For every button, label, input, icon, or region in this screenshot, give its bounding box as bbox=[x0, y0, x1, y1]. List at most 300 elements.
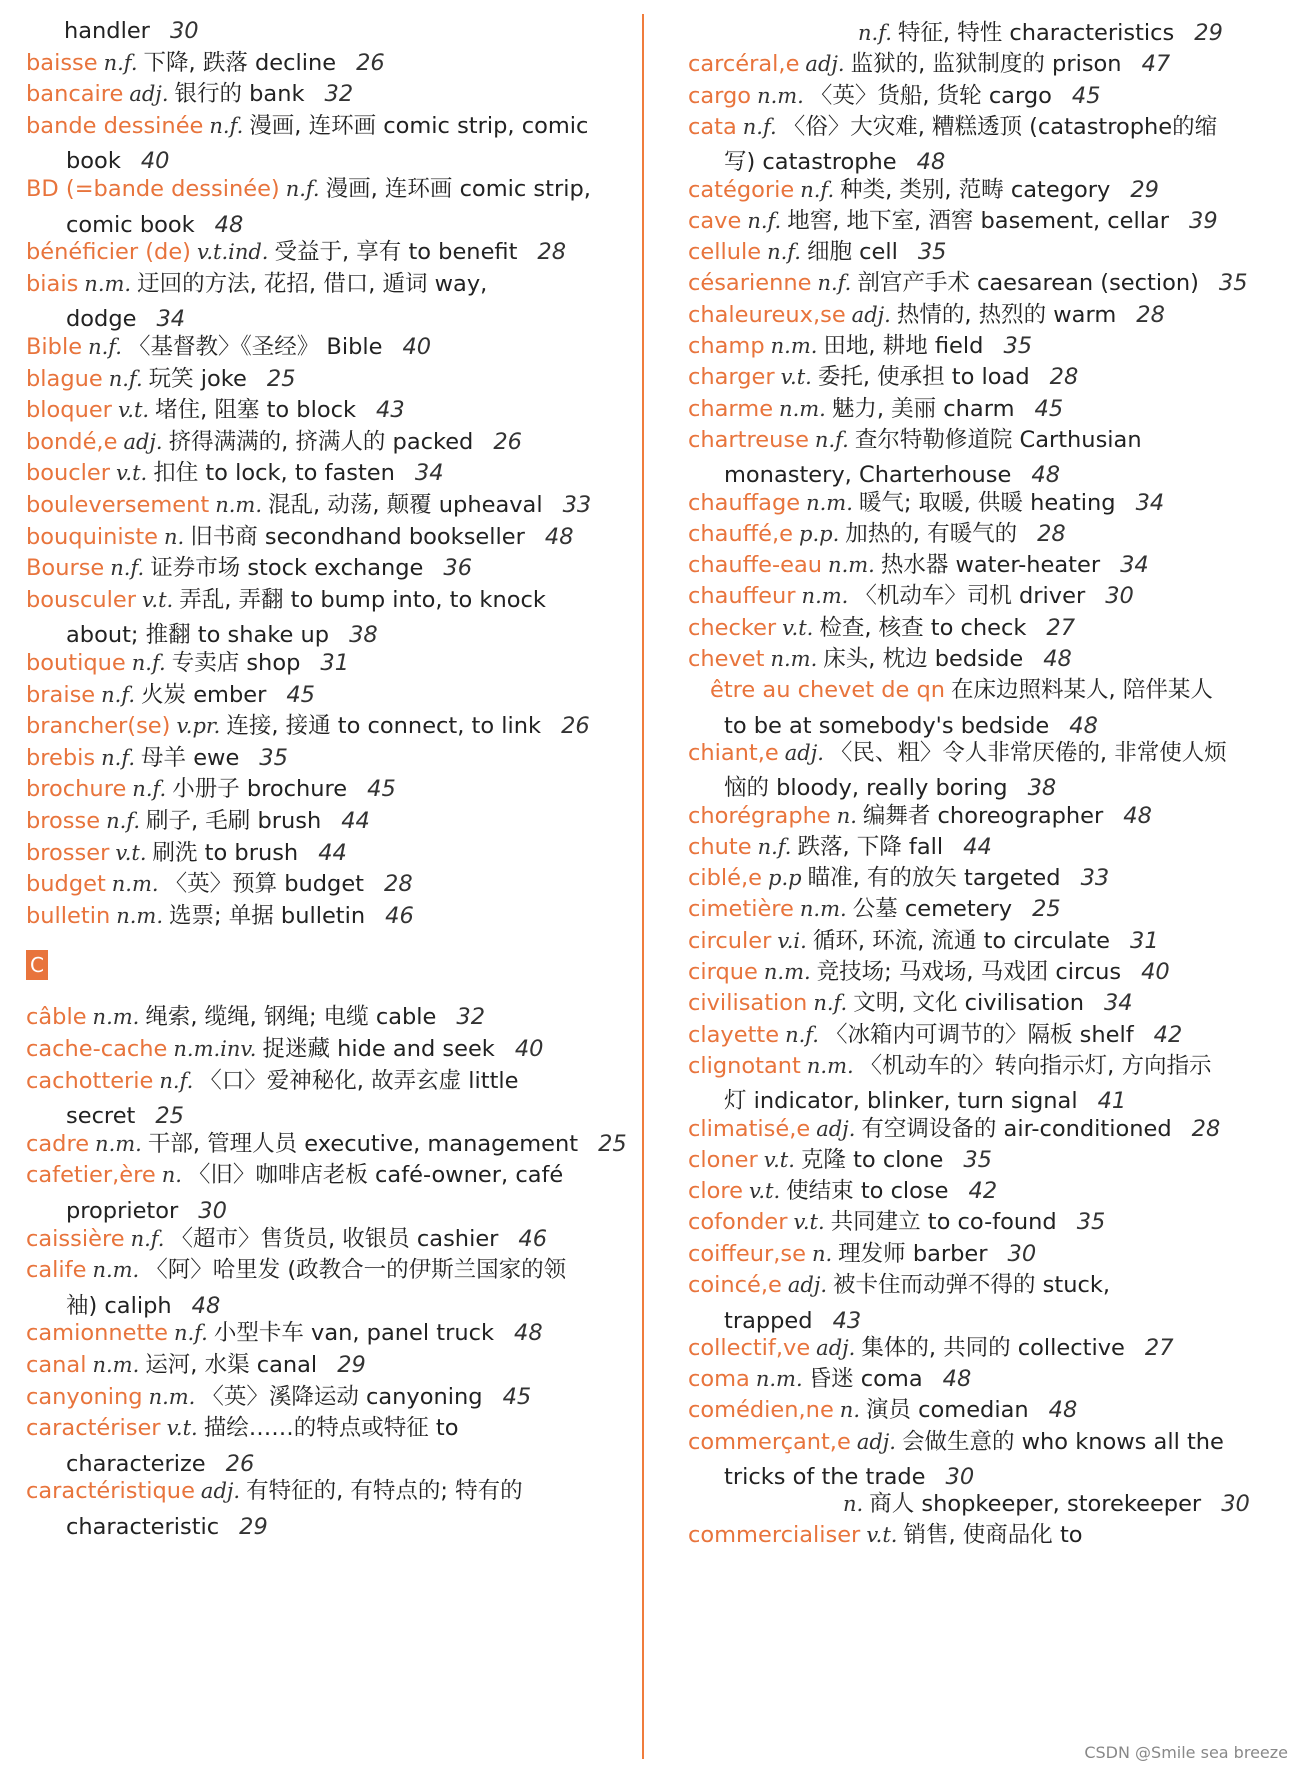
part-of-speech: n.m. bbox=[799, 897, 847, 922]
part-of-speech: n.f. bbox=[209, 113, 244, 138]
page-number: 26 bbox=[356, 49, 385, 76]
entry-definition: 混乱, 动荡, 颠覆 upheaval bbox=[268, 492, 543, 518]
dictionary-entry bbox=[688, 360, 1268, 396]
part-of-speech: n. bbox=[839, 1398, 860, 1423]
entry-definition-continued: tricks of the trade bbox=[724, 1464, 926, 1491]
part-of-speech: n.f. bbox=[130, 1226, 165, 1251]
part-of-speech: adj. bbox=[816, 1116, 856, 1141]
entry-definition: handler bbox=[64, 18, 150, 44]
dictionary-entry bbox=[688, 736, 1268, 807]
entry-definition: 被卡住而动弹不得的 stuck, bbox=[833, 1272, 1111, 1298]
dictionary-entry bbox=[688, 110, 1268, 181]
page-number: 26 bbox=[225, 1450, 255, 1477]
entry-headword: chute bbox=[688, 833, 752, 860]
page-number: 48 bbox=[916, 149, 946, 176]
part-of-speech: n.m. bbox=[763, 960, 811, 984]
part-of-speech: n.f. bbox=[767, 240, 801, 265]
entry-definition: 理发师 barber bbox=[838, 1240, 988, 1267]
entry-headword: coiffeur,se bbox=[688, 1240, 806, 1267]
entry-definition: 挤得满满的, 挤满人的 packed bbox=[168, 428, 474, 455]
page-number: 34 bbox=[1103, 990, 1133, 1017]
entry-definition: 演员 comedian bbox=[866, 1397, 1029, 1424]
dictionary-entry bbox=[688, 235, 1268, 271]
dictionary-entry bbox=[688, 1143, 1268, 1179]
page-number: 30 bbox=[198, 1197, 227, 1224]
dictionary-entry bbox=[688, 1487, 1268, 1523]
entry-definition: 〈俗〉大灾难, 糟糕透顶 (catastrophe的缩 bbox=[782, 113, 1218, 140]
page-number: 45 bbox=[502, 1383, 532, 1410]
dictionary-entry bbox=[688, 392, 1268, 428]
entry-headword: collectif,ve bbox=[688, 1334, 811, 1361]
entry-definition: 〈旧〉咖啡店老板 café-owner, café bbox=[187, 1162, 564, 1189]
dictionary-entry bbox=[688, 830, 1268, 866]
entry-headword: charger bbox=[688, 364, 775, 391]
part-of-speech: n.f. bbox=[747, 208, 782, 233]
entry-definition: 公墓 cemetery bbox=[852, 896, 1013, 923]
entry-definition: 剖宫产手术 caesarean (section) bbox=[857, 270, 1199, 297]
dictionary-entry bbox=[26, 899, 646, 935]
entry-headword: cargo bbox=[688, 82, 752, 109]
entry-headword: coma bbox=[688, 1365, 750, 1392]
page-number: 34 bbox=[1135, 489, 1165, 516]
dictionary-entry bbox=[688, 1362, 1268, 1398]
page-number: 29 bbox=[337, 1352, 366, 1378]
part-of-speech: n.f. bbox=[742, 114, 777, 139]
entry-definition: 专卖店 shop bbox=[171, 650, 301, 676]
part-of-speech: n.f. bbox=[132, 777, 167, 802]
page-number: 39 bbox=[1189, 207, 1218, 234]
page-number: 27 bbox=[1144, 1334, 1174, 1361]
dictionary-entry bbox=[688, 955, 1268, 991]
entry-headword: checker bbox=[688, 614, 777, 641]
page-number: 28 bbox=[1191, 1115, 1221, 1142]
dictionary-entry bbox=[688, 1331, 1268, 1367]
part-of-speech: n.m. bbox=[111, 872, 159, 897]
entry-definition-continued: about; 推翻 to shake up bbox=[66, 622, 330, 649]
entry-headword: coincé,e bbox=[688, 1272, 782, 1298]
part-of-speech: adj. bbox=[787, 1273, 828, 1297]
dictionary-entry bbox=[26, 46, 646, 82]
part-of-speech: n.m. bbox=[806, 490, 853, 515]
dictionary-entry bbox=[688, 642, 1268, 678]
entry-definition: 共同建立 to co-found bbox=[830, 1209, 1057, 1236]
entry-headword: cimetière bbox=[688, 896, 794, 923]
page-number: 30 bbox=[1007, 1240, 1037, 1267]
column-divider bbox=[642, 14, 644, 1759]
page-number: 42 bbox=[1153, 1021, 1183, 1048]
entry-definition: 下降, 跌落 decline bbox=[143, 49, 337, 76]
entry-headword: clore bbox=[688, 1178, 743, 1205]
entry-definition: 干部, 管理人员 executive, management bbox=[147, 1130, 579, 1157]
entry-headword: chauffe-eau bbox=[688, 552, 823, 579]
entry-definition-continued: comic book bbox=[66, 211, 195, 238]
dictionary-entry bbox=[26, 330, 646, 366]
dictionary-entry bbox=[26, 393, 646, 429]
part-of-speech: n.f. bbox=[101, 745, 136, 770]
page-number: 43 bbox=[376, 397, 405, 424]
entry-definition: 〈口〉爱神秘化, 故弄玄虚 little bbox=[199, 1067, 519, 1094]
entry-headword: carcéral,e bbox=[688, 51, 800, 78]
entry-definition: 〈英〉货船, 货轮 cargo bbox=[809, 82, 1052, 109]
entry-definition: 〈基督教〉《圣经》 Bible bbox=[127, 334, 383, 360]
entry-headword: brebis bbox=[26, 744, 96, 771]
entry-definition-continued: to be at somebody's bedside bbox=[724, 712, 1050, 739]
page-number: 28 bbox=[537, 239, 567, 266]
page-number: 30 bbox=[1105, 583, 1134, 610]
part-of-speech: adj. bbox=[129, 82, 169, 107]
page-number: 35 bbox=[963, 1146, 992, 1173]
part-of-speech: n.m. bbox=[801, 584, 849, 609]
page-number: 46 bbox=[518, 1225, 548, 1252]
entry-definition: 绳索, 缆绳, 钢绳; 电缆 cable bbox=[145, 1004, 437, 1031]
page-number: 25 bbox=[266, 365, 296, 392]
dictionary-entry bbox=[26, 488, 646, 524]
entry-headword: bande dessinée bbox=[26, 112, 204, 139]
entry-definition: 地窖, 地下室, 酒窖 basement, cellar bbox=[787, 207, 1170, 234]
entry-definition-continued: monastery, Charterhouse bbox=[724, 462, 1012, 489]
page-number: 40 bbox=[140, 148, 170, 175]
entry-definition: 〈英〉溪降运动 canyoning bbox=[201, 1383, 483, 1410]
part-of-speech: n.f. bbox=[110, 556, 145, 581]
entry-definition: 旧书商 secondhand bookseller bbox=[190, 523, 525, 550]
part-of-speech: n.m. bbox=[116, 903, 164, 928]
page-number: 43 bbox=[832, 1307, 862, 1334]
part-of-speech: n.f. bbox=[131, 651, 166, 675]
entry-headword: brosser bbox=[26, 839, 110, 866]
entry-headword: cofonder bbox=[688, 1209, 788, 1236]
dictionary-entry bbox=[26, 1411, 646, 1482]
entry-headword: camionnette bbox=[26, 1320, 168, 1347]
entry-headword: caissière bbox=[26, 1225, 125, 1252]
page-number: 25 bbox=[155, 1103, 184, 1130]
page-number: 29 bbox=[1130, 176, 1159, 203]
part-of-speech: n.m. bbox=[92, 1353, 140, 1377]
dictionary-entry bbox=[26, 1032, 646, 1068]
page-number: 31 bbox=[1130, 927, 1159, 954]
page-number: 48 bbox=[214, 211, 244, 238]
page-number: 25 bbox=[598, 1130, 627, 1157]
page-number: 38 bbox=[349, 622, 378, 649]
entry-definition: 查尔特勒修道院 Carthusian bbox=[854, 426, 1142, 453]
page-number: 28 bbox=[1049, 364, 1079, 391]
page-number: 34 bbox=[414, 460, 444, 487]
page-number: 33 bbox=[1080, 865, 1110, 892]
page-number: 45 bbox=[286, 681, 315, 708]
page-number: 42 bbox=[968, 1178, 998, 1205]
dictionary-entry bbox=[26, 646, 646, 682]
page-number: 48 bbox=[1069, 712, 1098, 739]
page-number: 41 bbox=[1097, 1088, 1127, 1115]
part-of-speech: p.p. bbox=[799, 521, 840, 546]
dictionary-entry bbox=[26, 1064, 646, 1135]
part-of-speech: adj. bbox=[851, 302, 891, 327]
dictionary-entry bbox=[26, 1316, 646, 1352]
part-of-speech: v.t. bbox=[782, 615, 814, 640]
part-of-speech: v.t. bbox=[115, 840, 147, 865]
dictionary-entry bbox=[26, 678, 646, 714]
entry-headword: chauffé,e bbox=[688, 520, 794, 547]
page-number: 45 bbox=[1071, 82, 1101, 109]
entry-definition-continued: proprietor bbox=[66, 1197, 179, 1224]
dictionary-entry bbox=[688, 1049, 1268, 1120]
part-of-speech: n.m.inv. bbox=[173, 1037, 257, 1061]
page-number: 31 bbox=[320, 650, 350, 676]
page-number: 40 bbox=[514, 1036, 544, 1062]
entry-headword: bénéficier (de) bbox=[26, 239, 191, 266]
entry-headword: braise bbox=[26, 681, 96, 708]
part-of-speech: n.m. bbox=[92, 1258, 140, 1283]
entry-definition: 暖气; 取暖, 供暖 heating bbox=[858, 489, 1116, 516]
page-number: 40 bbox=[402, 334, 432, 360]
entry-headword: commercialiser bbox=[688, 1522, 861, 1549]
dictionary-entry bbox=[688, 266, 1268, 302]
part-of-speech: v.t. bbox=[763, 1147, 795, 1172]
entry-definition: 捉迷藏 hide and seek bbox=[262, 1036, 495, 1062]
page-number: 44 bbox=[963, 833, 992, 860]
dictionary-entry bbox=[26, 741, 646, 777]
entry-definition: 竞技场; 马戏场, 马戏团 circus bbox=[816, 959, 1122, 985]
entry-definition: 会做生意的 who knows all the bbox=[901, 1428, 1224, 1455]
page-number: 26 bbox=[561, 713, 590, 740]
page-number: 40 bbox=[1141, 959, 1170, 985]
dictionary-entry bbox=[688, 1393, 1268, 1429]
part-of-speech: n.f. bbox=[858, 21, 892, 45]
dictionary-entry bbox=[26, 551, 646, 587]
entry-definition: 商人 shopkeeper, storekeeper bbox=[869, 1491, 1202, 1518]
entry-headword: cache-cache bbox=[26, 1036, 168, 1062]
dictionary-entry bbox=[688, 548, 1268, 584]
page-number: 34 bbox=[156, 306, 186, 333]
entry-definition: 小册子 brochure bbox=[172, 776, 348, 803]
entry-definition: 火炭 ember bbox=[141, 681, 267, 708]
part-of-speech: n.f. bbox=[813, 991, 848, 1016]
dictionary-entry bbox=[26, 836, 646, 872]
part-of-speech: n. bbox=[811, 1241, 833, 1266]
part-of-speech: v.t. bbox=[866, 1523, 898, 1548]
part-of-speech: n.f. bbox=[285, 177, 320, 201]
entry-definition: 检查, 核查 to check bbox=[819, 614, 1027, 641]
entry-headword: cata bbox=[688, 113, 737, 140]
entry-headword: brochure bbox=[26, 776, 127, 803]
part-of-speech: n.m. bbox=[92, 1005, 140, 1030]
part-of-speech: n.f. bbox=[817, 271, 852, 296]
entry-definition: 〈机动车〉司机 driver bbox=[854, 583, 1086, 610]
entry-definition: 委托, 使承担 to load bbox=[817, 364, 1030, 391]
entry-headword: brosse bbox=[26, 808, 101, 834]
entry-headword: calife bbox=[26, 1257, 87, 1284]
entry-definition-continued: 袖) caliph bbox=[66, 1292, 172, 1319]
page-number: 30 bbox=[169, 18, 199, 44]
dictionary-entry bbox=[688, 1174, 1268, 1210]
entry-headword: Bourse bbox=[26, 555, 105, 582]
dictionary-entry bbox=[688, 861, 1268, 897]
part-of-speech: n.f. bbox=[800, 177, 835, 202]
entry-headword: climatisé,e bbox=[688, 1115, 811, 1142]
entry-headword: ciblé,e bbox=[688, 865, 762, 892]
entry-headword: circuler bbox=[688, 927, 772, 954]
entry-headword: chartreuse bbox=[688, 426, 809, 453]
part-of-speech: n.f. bbox=[108, 366, 143, 391]
part-of-speech: n.f. bbox=[106, 809, 140, 833]
entry-definition: 母羊 ewe bbox=[141, 744, 240, 771]
dictionary-entry bbox=[26, 867, 646, 903]
entry-definition: 床头, 枕边 bedside bbox=[823, 646, 1024, 672]
page-number: 35 bbox=[259, 744, 288, 771]
entry-headword: cloner bbox=[688, 1146, 758, 1173]
entry-definition: 销售, 使商品化 to bbox=[903, 1522, 1083, 1549]
dictionary-entry bbox=[688, 47, 1268, 83]
page-number: 28 bbox=[384, 871, 413, 898]
entry-definition: 在床边照料某人, 陪伴某人 bbox=[951, 677, 1213, 704]
entry-headword: chevet bbox=[688, 646, 765, 672]
page-number: 30 bbox=[945, 1464, 975, 1491]
entry-definition: 堵住, 阻塞 to block bbox=[155, 397, 357, 424]
page-number: 45 bbox=[1034, 395, 1064, 422]
entry-headword: civilisation bbox=[688, 990, 808, 1017]
entry-headword: caractéristique bbox=[26, 1478, 195, 1505]
page-number: 25 bbox=[1032, 896, 1061, 923]
part-of-speech: adj. bbox=[784, 740, 824, 765]
entry-headword: clayette bbox=[688, 1021, 780, 1048]
part-of-speech: n.f. bbox=[88, 335, 122, 359]
entry-definition: 〈超市〉售货员, 收银员 cashier bbox=[170, 1225, 499, 1252]
entry-definition: 刷洗 to brush bbox=[152, 839, 299, 866]
entry-headword: BD (=bande dessinée) bbox=[26, 176, 280, 202]
entry-definition: 魅力, 美丽 charm bbox=[831, 395, 1015, 422]
entry-definition: 描绘……的特点或特征 to bbox=[203, 1415, 459, 1442]
part-of-speech: n.m. bbox=[806, 1053, 854, 1078]
part-of-speech: n.f. bbox=[103, 50, 138, 75]
entry-definition: 银行的 bank bbox=[174, 81, 305, 108]
entry-definition: 连接, 接通 to connect, to link bbox=[226, 713, 542, 740]
entry-headword: boucler bbox=[26, 460, 111, 487]
entry-definition-continued: 灯 indicator, blinker, turn signal bbox=[724, 1088, 1078, 1115]
entry-definition: 迂回的方法, 花招, 借口, 遁词 way, bbox=[137, 270, 488, 297]
entry-headword: cellule bbox=[688, 239, 762, 266]
entry-headword: boutique bbox=[26, 650, 126, 676]
part-of-speech: p.p bbox=[768, 866, 802, 891]
page-number: 35 bbox=[917, 239, 947, 266]
entry-headword: caractériser bbox=[26, 1415, 161, 1442]
entry-headword: bloquer bbox=[26, 397, 112, 424]
entry-definition: 运河, 水渠 canal bbox=[145, 1352, 318, 1378]
entry-definition: 瞄准, 有的放矢 targeted bbox=[807, 865, 1061, 892]
entry-definition: 证券市场 stock exchange bbox=[150, 555, 424, 582]
entry-definition: 监狱的, 监狱制度的 prison bbox=[850, 51, 1122, 78]
dictionary-entry bbox=[26, 425, 646, 461]
page-number: 48 bbox=[191, 1292, 221, 1319]
dictionary-entry bbox=[26, 804, 646, 840]
part-of-speech: n.m. bbox=[770, 647, 818, 671]
part-of-speech: adj. bbox=[123, 429, 163, 454]
part-of-speech: n.f. bbox=[173, 1321, 208, 1346]
entry-headword: charme bbox=[688, 395, 774, 422]
part-of-speech: n.m. bbox=[779, 396, 826, 421]
page-number: 33 bbox=[562, 492, 592, 518]
entry-definition: 热水器 water-heater bbox=[880, 552, 1101, 579]
page-number: 28 bbox=[1136, 301, 1165, 328]
entry-headword: chauffeur bbox=[688, 583, 796, 610]
dictionary-entry bbox=[688, 1112, 1268, 1148]
dictionary-entry bbox=[26, 14, 646, 50]
dictionary-entry bbox=[688, 799, 1268, 835]
entry-headword: budget bbox=[26, 871, 106, 898]
dictionary-entry bbox=[26, 709, 646, 745]
entry-headword: cirque bbox=[688, 959, 758, 985]
dictionary-entry bbox=[26, 267, 646, 338]
dictionary-entry bbox=[26, 1253, 646, 1324]
part-of-speech: adj. bbox=[805, 52, 845, 77]
part-of-speech: n.f. bbox=[757, 834, 792, 859]
entry-definition: 编舞者 choreographer bbox=[862, 802, 1104, 829]
entry-definition: 循环, 环流, 流通 to circulate bbox=[812, 927, 1111, 954]
dictionary-entry bbox=[688, 579, 1268, 615]
dictionary-entry bbox=[26, 520, 646, 556]
dictionary-entry bbox=[26, 235, 646, 271]
page-number: 27 bbox=[1046, 614, 1076, 641]
dictionary-entry bbox=[688, 329, 1268, 365]
page-number: 36 bbox=[443, 555, 473, 582]
part-of-speech: adj. bbox=[816, 1335, 856, 1360]
part-of-speech: v.t. bbox=[780, 365, 812, 390]
part-of-speech: n. bbox=[164, 524, 185, 549]
entry-definition: 受益于, 享有 to benefit bbox=[274, 239, 518, 266]
entry-definition: 小型卡车 van, panel truck bbox=[213, 1320, 494, 1347]
entry-definition: 〈冰箱内可调节的〉隔板 shelf bbox=[824, 1021, 1134, 1048]
part-of-speech: n.m. bbox=[755, 1366, 803, 1391]
dictionary-entry bbox=[688, 16, 1268, 52]
entry-headword: cave bbox=[688, 207, 742, 234]
page-number: 48 bbox=[1031, 462, 1061, 489]
entry-definition: 种类, 类别, 范畴 category bbox=[840, 176, 1111, 203]
entry-headword: bouleversement bbox=[26, 492, 210, 518]
entry-headword: chauffage bbox=[688, 489, 801, 516]
dictionary-entry bbox=[26, 1222, 646, 1258]
entry-definition-continued: characterize bbox=[66, 1450, 206, 1477]
part-of-speech: n.m. bbox=[215, 493, 263, 517]
page-number: 35 bbox=[1003, 333, 1033, 359]
part-of-speech: n.m. bbox=[95, 1131, 142, 1156]
entry-headword: bulletin bbox=[26, 902, 111, 929]
dictionary-entry bbox=[688, 1237, 1268, 1273]
entry-definition-continued: 写) catastrophe bbox=[724, 149, 897, 176]
dictionary-entry bbox=[688, 1205, 1268, 1241]
part-of-speech: v.t. bbox=[117, 398, 150, 423]
entry-definition: 弄乱, 弄翻 to bump into, to knock bbox=[179, 586, 546, 613]
part-of-speech: v.i. bbox=[777, 928, 807, 953]
dictionary-entry bbox=[26, 362, 646, 398]
page-number: 48 bbox=[942, 1365, 972, 1392]
dictionary-entry bbox=[688, 517, 1268, 553]
entry-headword: clignotant bbox=[688, 1052, 801, 1079]
page-number: 48 bbox=[1123, 802, 1152, 829]
entry-definition: 细胞 cell bbox=[806, 239, 898, 266]
dictionary-entry bbox=[688, 1268, 1268, 1339]
page-number: 34 bbox=[1120, 552, 1149, 579]
page-number: 26 bbox=[493, 428, 522, 455]
dictionary-entry bbox=[26, 456, 646, 492]
entry-headword: chiant,e bbox=[688, 739, 779, 766]
entry-definition: 漫画, 连环画 comic strip, comic bbox=[249, 112, 589, 139]
dictionary-entry bbox=[688, 204, 1268, 240]
entry-definition: 漫画, 连环画 comic strip, bbox=[325, 176, 591, 202]
entry-headword: biais bbox=[26, 270, 79, 297]
part-of-speech: v.t. bbox=[793, 1210, 825, 1235]
part-of-speech: n.m. bbox=[770, 334, 818, 358]
entry-definition: 田地, 耕地 field bbox=[823, 333, 984, 359]
dictionary-entry bbox=[688, 611, 1268, 647]
entry-headword: comédien,ne bbox=[688, 1397, 834, 1424]
